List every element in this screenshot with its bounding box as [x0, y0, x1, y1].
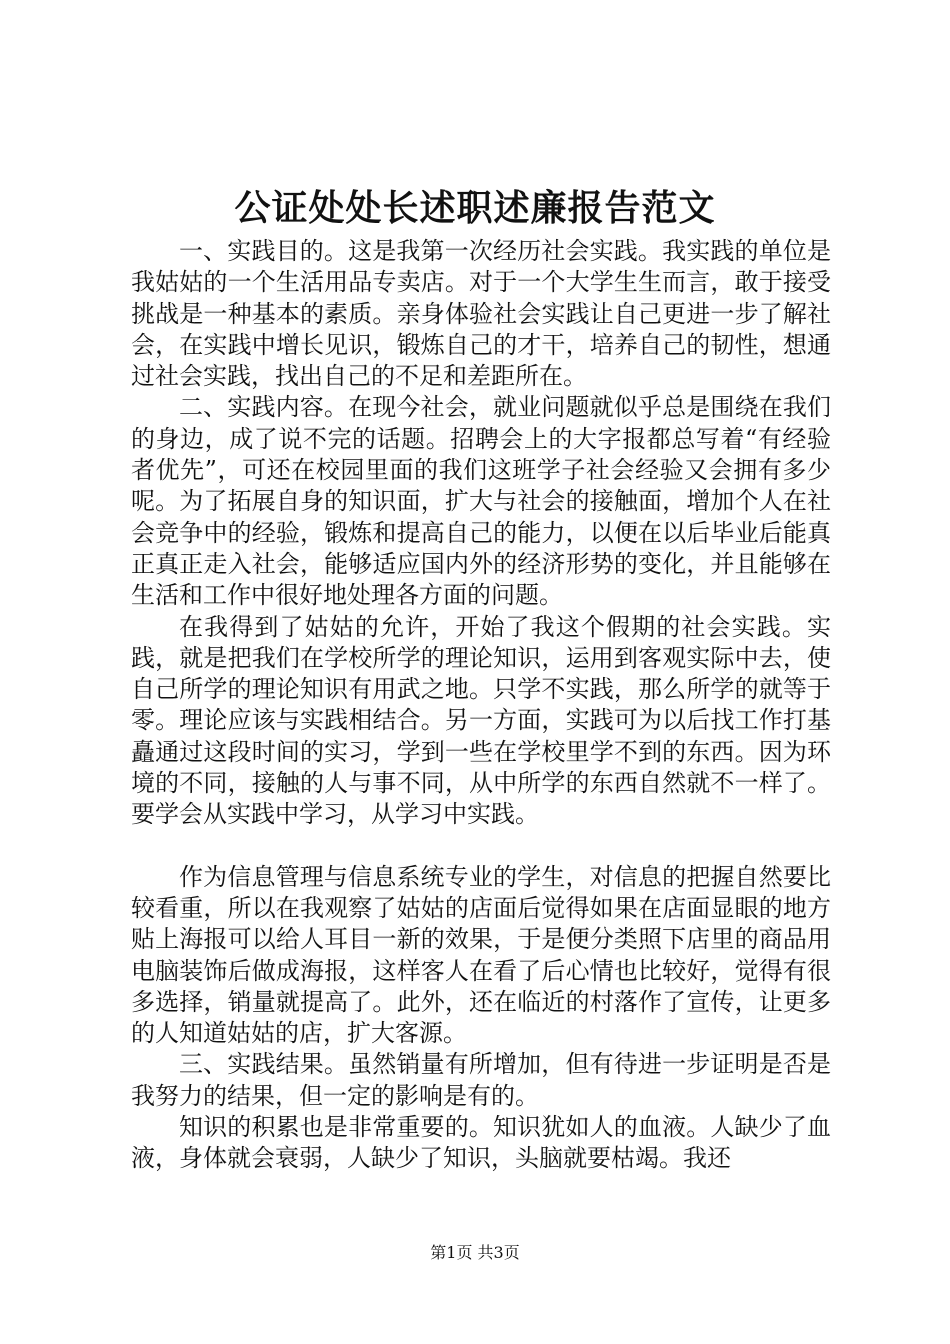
- document-title: 公证处处长述职述廉报告范文: [234, 187, 716, 229]
- paragraph-poster-work: 作为信息管理与信息系统专业的学生，对信息的把握自然要比较看重，所以在我观察了姑姑的店面后觉得如果在店面显眼的地方贴上海报可以给人耳目一新的效果，于是便分类照下店里的商品用电脑装饰后做成海报，这样客人在看了后心情也比较好，觉得有很多选择，销量就提高了。此外，还在临近的村落作了宣传，让更多的人知道姑姑的店，扩大客源。: [131, 862, 831, 1048]
- paragraph-practice-result: 三、实践结果。虽然销量有所增加，但有待进一步证明是否是我努力的结果，但一定的影响是有的。: [131, 1050, 831, 1110]
- page-footer: 第1页 共3页: [430, 1243, 520, 1262]
- document-body: [131, 236, 831, 1175]
- paragraph-knowledge: 知识的积累也是非常重要的。知识犹如人的血液。人缺少了血液，身体就会衰弱，人缺少了知识，头脑就要枯竭。我还: [131, 1113, 831, 1173]
- paragraph-practice-meaning: 在我得到了姑姑的允许，开始了我这个假期的社会实践。实践，就是把我们在学校所学的理论知识，运用到客观实际中去，使自己所学的理论知识有用武之地。只学不实践，那么所学的就等于零。理论应该与实践相结合。另一方面，实践可为以后找工作打基矗通过这段时间的实习，学到一些在学校里学不到的东西。因为环境的不同，接触的人与事不同，从中所学的东西自然就不一样了。要学会从实践中学习，从学习中实践。: [131, 612, 831, 829]
- paragraph-practice-purpose: 一、实践目的。这是我第一次经历社会实践。我实践的单位是我姑姑的一个生活用品专卖店。对于一个大学生生而言，敢于接受挑战是一种基本的素质。亲身体验社会实践让自己更进一步了解社会，在实践中增长见识，锻炼自己的才干，培养自己的韧性，想通过社会实践，找出自己的不足和差距所在。: [131, 237, 831, 391]
- paragraph-practice-content: 二、实践内容。在现今社会，就业问题就似乎总是围绕在我们的身边，成了说不完的话题。招聘会上的大字报都总写着“有经验者优先”，可还在校园里面的我们这班学子社会经验又会拥有多少呢。为了拓展自身的知识面，扩大与社会的接触面，增加个人在社会竞争中的经验，锻炼和提高自己的能力，以便在以后毕业后能真正真正走入社会，能够适应国内外的经济形势的变化，并且能够在生活和工作中很好地处理各方面的问题。: [131, 393, 831, 610]
